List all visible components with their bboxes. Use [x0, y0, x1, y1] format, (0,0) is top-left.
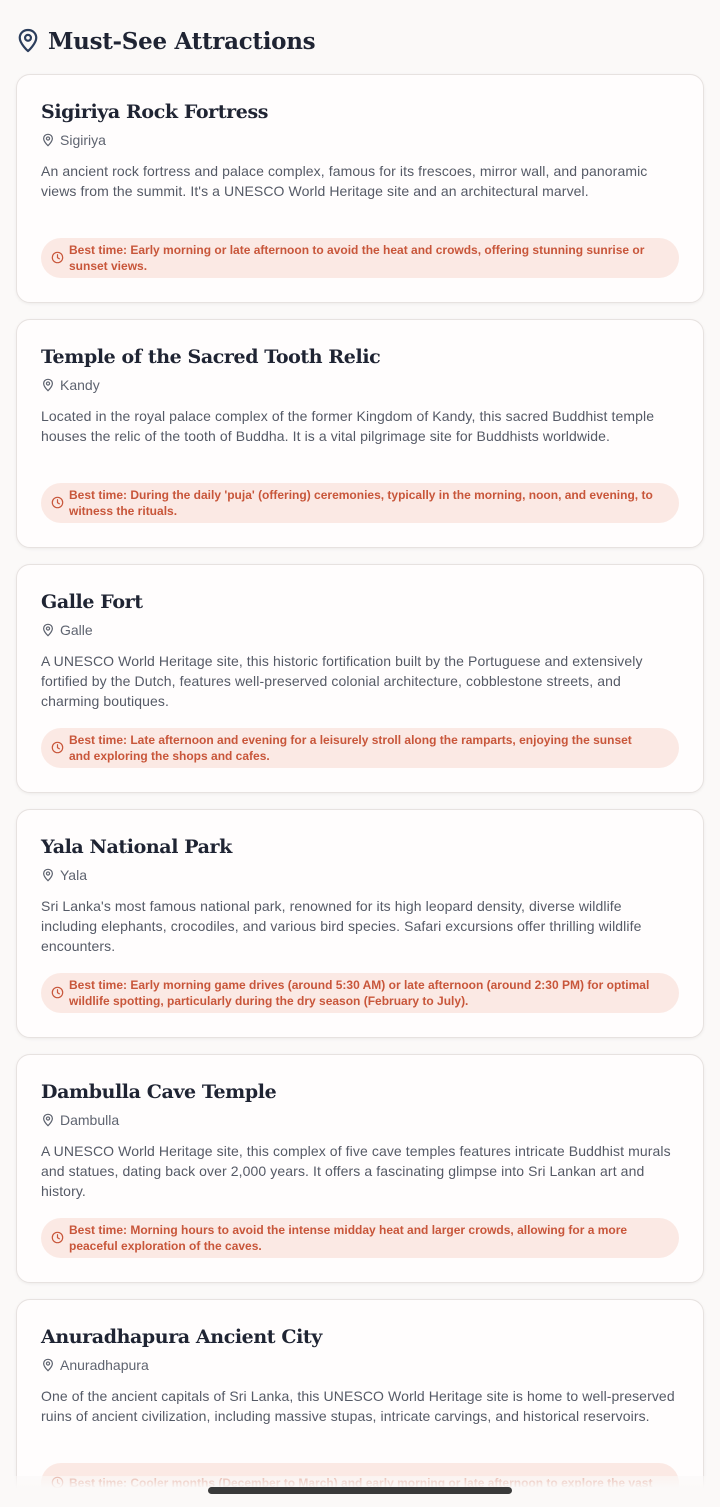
attraction-description: Sri Lanka's most famous national park, renowned for its high leopard density, diverse wildlife including elephants, crocodiles, and various bird species. Safari excursions offer thrilling wildlife encounters.: [41, 898, 642, 954]
clock-icon: [51, 986, 64, 999]
location-pin-icon: [41, 1358, 55, 1372]
attraction-card[interactable]: [16, 564, 704, 793]
location-label: Kandy: [60, 377, 100, 393]
clock-icon: [51, 496, 64, 509]
location-pin-icon: [41, 868, 55, 882]
attraction-description: A UNESCO World Heritage site, this complex of five cave temples features intricate Buddhist murals and statues, dating back over 2,000 years. It offers a fascinating glimpse into Sri Lankan art and history.: [41, 1143, 671, 1199]
attraction-description: An ancient rock fortress and palace complex, famous for its frescoes, mirror wall, and panoramic views from the summit. It's a UNESCO World Heritage site and an architectural marvel.: [41, 163, 648, 199]
attraction-location: [41, 376, 679, 394]
best-time-badge: [41, 238, 679, 278]
best-time-badge: [41, 483, 679, 523]
attraction-description: A UNESCO World Heritage site, this historic fortification built by the Portuguese and extensively fortified by the Dutch, features well-preserved colonial architecture, cobblestone streets, and charming boutiques.: [41, 653, 643, 709]
attraction-card[interactable]: [16, 319, 704, 548]
attraction-location: [41, 866, 679, 884]
attraction-name: Yala National Park: [41, 836, 232, 858]
clock-icon: [51, 1231, 64, 1244]
attraction-card[interactable]: [16, 809, 704, 1038]
location-pin-icon: [41, 133, 55, 147]
attraction-list: [0, 74, 720, 1507]
attraction-description: Located in the royal palace complex of the former Kingdom of Kandy, this sacred Buddhist temple houses the relic of the tooth of Buddha. It is a vital pilgrimage site for Buddhists worldwide.: [41, 408, 655, 444]
location-label: Anuradhapura: [60, 1357, 149, 1373]
location-pin-icon: [41, 378, 55, 392]
best-time-text: Best time: Late afternoon and evening for a leisurely stroll along the ramparts, enjoying the sunset and exploring the shops and cafes.: [69, 733, 632, 763]
clock-icon: [51, 251, 64, 264]
location-label: Dambulla: [60, 1112, 120, 1128]
best-time-text: Best time: During the daily 'puja' (offering) ceremonies, typically in the morning, noon, and evening, to witness the rituals.: [69, 488, 653, 518]
home-indicator[interactable]: [208, 1487, 512, 1494]
best-time-text: Best time: Early morning or late afternoon to avoid the heat and crowds, offering stunning sunrise or sunset views.: [69, 243, 645, 273]
attraction-location: [41, 1356, 679, 1374]
location-pin-icon: [41, 623, 55, 637]
section-header: [0, 0, 720, 56]
best-time-badge: [41, 973, 679, 1013]
clock-icon: [51, 741, 64, 754]
attraction-name: Galle Fort: [41, 591, 143, 613]
location-pin-icon: [41, 1113, 55, 1127]
attraction-name: Temple of the Sacred Tooth Relic: [41, 346, 381, 368]
attraction-card[interactable]: [16, 1054, 704, 1283]
best-time-text: Best time: Morning hours to avoid the intense midday heat and larger crowds, allowing for a more peaceful exploration of the caves.: [69, 1223, 628, 1253]
location-label: Yala: [60, 867, 87, 883]
best-time-text: Best time: Early morning game drives (around 5:30 AM) or late afternoon (around 2:30 PM) for optimal wildlife spotting, particularly during the dry season (February to July).: [69, 978, 650, 1008]
map-pin-icon: [17, 28, 39, 54]
location-label: Sigiriya: [60, 132, 106, 148]
attraction-location: [41, 131, 679, 149]
attraction-location: [41, 1111, 679, 1129]
attraction-location: [41, 621, 679, 639]
best-time-badge: [41, 728, 679, 768]
attraction-card[interactable]: [16, 74, 704, 303]
page-title: Must-See Attractions: [48, 27, 316, 55]
best-time-badge: [41, 1218, 679, 1258]
attraction-name: Dambulla Cave Temple: [41, 1081, 277, 1103]
attraction-name: Sigiriya Rock Fortress: [41, 101, 269, 123]
location-label: Galle: [60, 622, 93, 638]
attraction-description: One of the ancient capitals of Sri Lanka, this UNESCO World Heritage site is home to well-preserved ruins of ancient civilization, including massive stupas, intricate carvings, and historical reservoirs.: [41, 1388, 675, 1424]
attraction-name: Anuradhapura Ancient City: [41, 1326, 322, 1348]
